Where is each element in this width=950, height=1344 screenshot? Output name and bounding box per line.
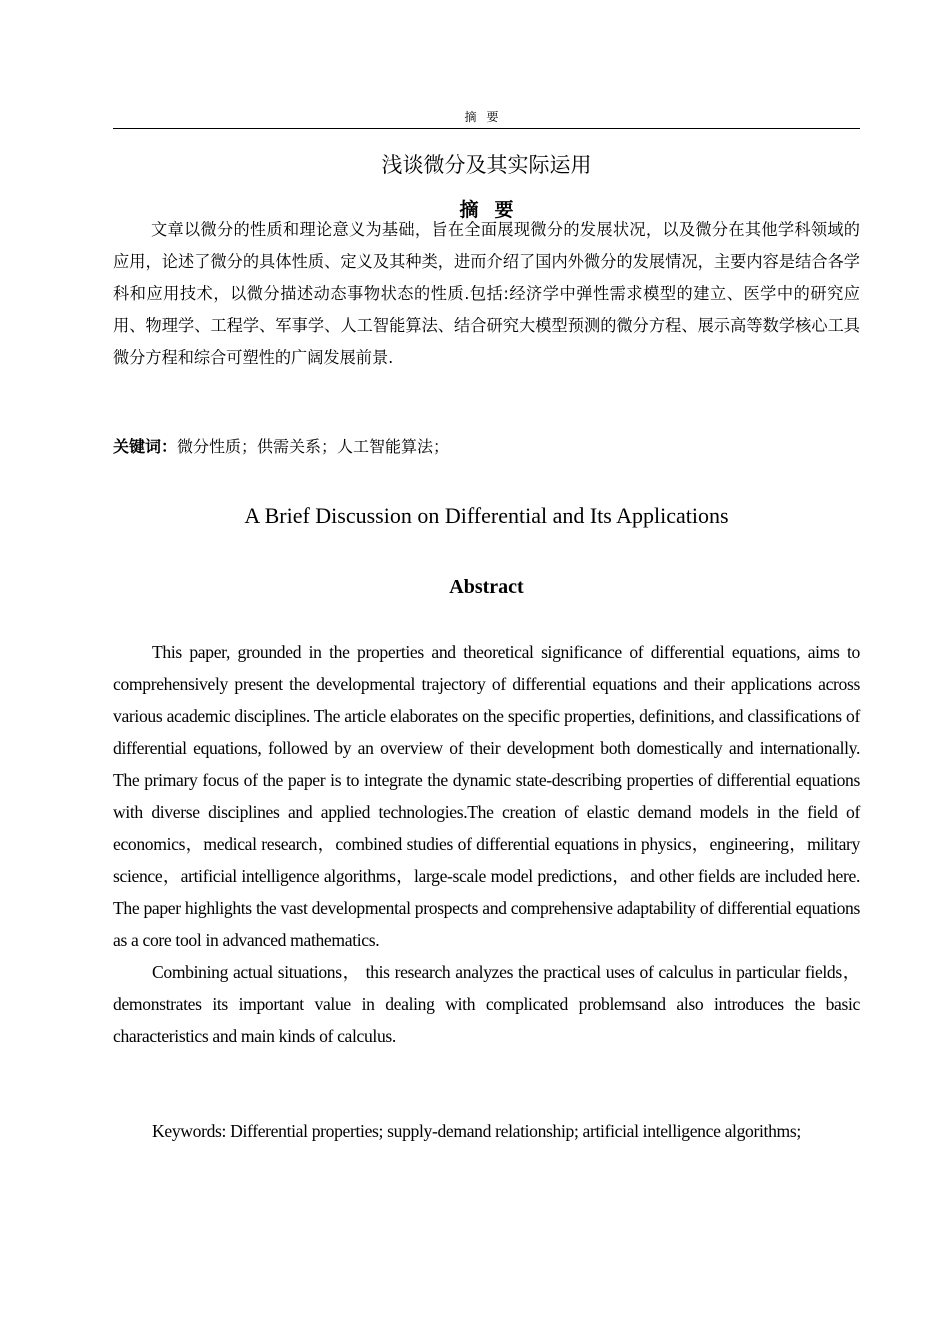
english-abstract-heading: Abstract [449, 576, 524, 598]
chinese-title: 浅谈微分及其实际运用 [381, 153, 592, 177]
english-title: A Brief Discussion on Differential and Its Applications [244, 503, 729, 528]
header-divider [113, 128, 860, 129]
english-abstract-paragraph: Combining actual situations， this research analyzes the practical uses of calculus in particular fields，demonstrates its important value in dealing with complicated problemsand also introduces the basic characteristics and main kinds of calculus. [113, 962, 860, 1046]
chinese-abstract-heading: 摘要 [459, 199, 530, 221]
running-header: 摘要 [464, 110, 509, 124]
english-abstract-body [113, 636, 860, 1052]
english-abstract-paragraph: This paper, grounded in the properties and theoretical significance of differential equations, aims to comprehensively present the developmental trajectory of differential equations and their applications across various academic disciplines. The article elaborates on the specific properties, definitions, and classifications of differential equations, followed by an overview of their development both domestically and internationally. The primary focus of the paper is to integrate the dynamic state-describing properties of differential equations with diverse disciplines and applied technologies.The creation of elastic demand models in the field of economics，medical research，combined studies of differential equations in physics，engineering，military science，artificial intelligence algorithms，large-scale model predictions，and other fields are included here. The paper highlights the vast developmental prospects and comprehensive adaptability of differential equations as a core tool in advanced mathematics. [113, 642, 860, 950]
chinese-abstract-body: 文章以微分的性质和理论意义为基础，旨在全面展现微分的发展状况，以及微分在其他学科领域的应用，论述了微分的具体性质、定义及其种类，进而介绍了国内外微分的发展情况，主要内容是结合各学科和应用技术，以微分描述动态事物状态的性质.包括:经济学中弹性需求模型的建立、医学中的研究应用、物理学、工程学、军事学、人工智能算法、结合研究大模型预测的微分方程、展示高等数学核心工具微分方程和综合可塑性的广阔发展前景. [113, 220, 860, 367]
chinese-keywords-label: 关键词： [113, 437, 178, 456]
chinese-keywords [113, 432, 860, 462]
chinese-keywords-values: 微分性质；供需关系；人工智能算法； [177, 437, 450, 456]
english-keywords: Keywords: Differential properties; supply-demand relationship; artificial intelligence algorithms; [152, 1121, 801, 1141]
